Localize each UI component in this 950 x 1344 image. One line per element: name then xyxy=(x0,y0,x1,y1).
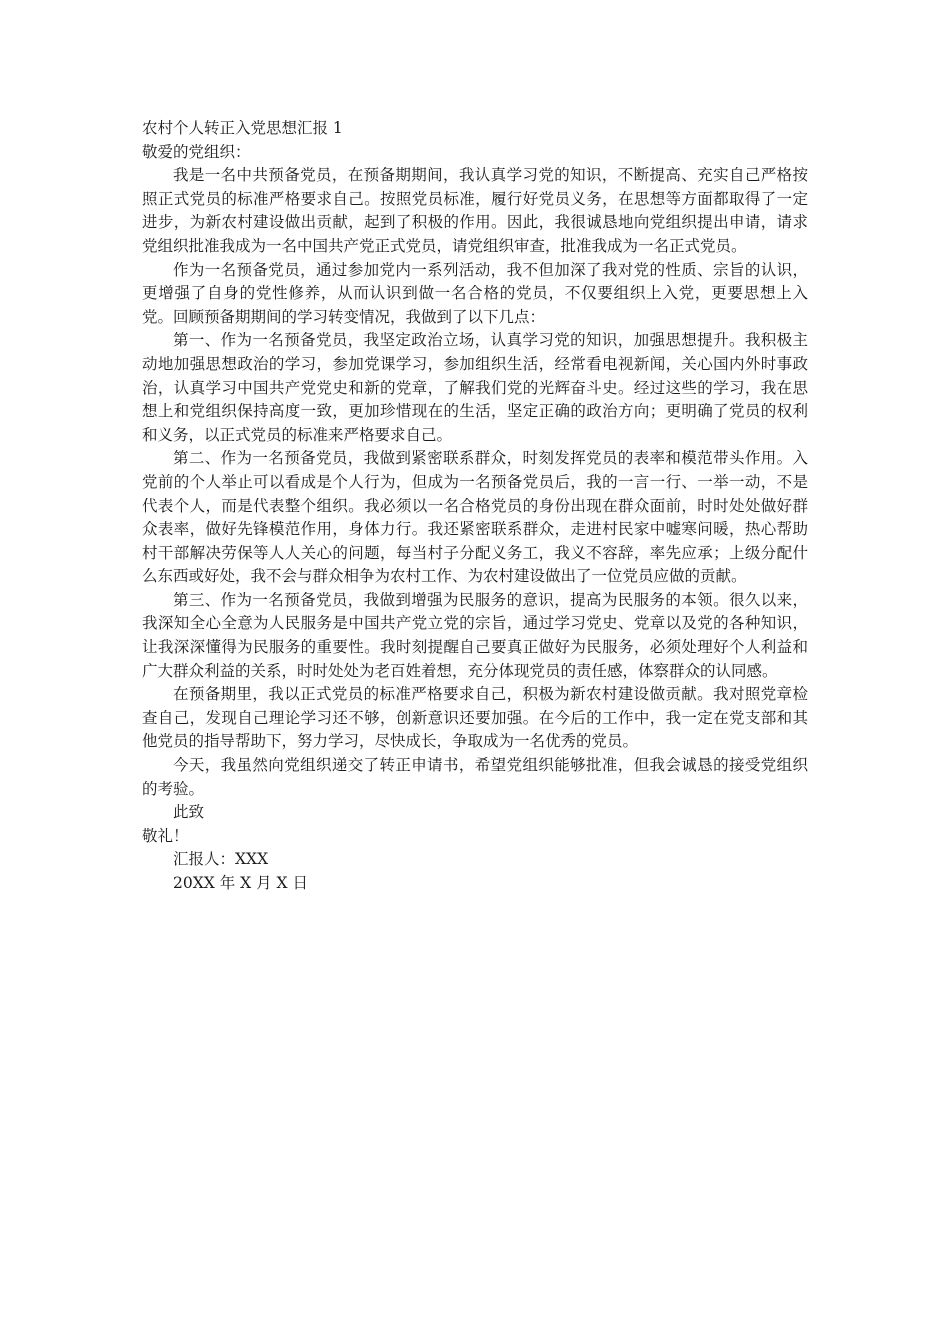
report-date: 20XX 年 X 月 X 日 xyxy=(173,874,308,892)
salutation: 敬爱的党组织： xyxy=(142,142,251,161)
regards: 敬礼！ xyxy=(142,826,189,845)
paragraph: 我是一名中共预备党员，在预备期期间，我认真学习党的知识，不断提高、充实自己严格按照正式党员的标准严格要求自己。按照党员标准，履行好党员义务，在思想等方面都取得了一定进步，为新农村建设做出贡献，起到了积极的作用。因此，我很诚恳地向党组织提出申请，请求党组织批准我成为一名中国共产党正式党员，请党组织审查，批准我成为一名正式党员。 xyxy=(142,166,808,255)
paragraph: 在预备期里，我以正式党员的标准严格要求自己，积极为新农村建设做贡献。我对照党章检查自己，发现自己理论学习还不够，创新意识还要加强。在今后的工作中，我一定在党支部和其他党员的指导帮助下，努力学习，尽快成长，争取成为一名优秀的党员。 xyxy=(142,685,808,751)
paragraph: 第二、作为一名预备党员，我做到紧密联系群众，时刻发挥党员的表率和模范带头作用。入党前的个人举止可以看成是个人行为，但成为一名预备党员后，我的一言一行、一举一动，不是代表个人，而是代表整个组织。我必须以一名合格党员的身份出现在群众面前，时时处处做好群众表率，做好先锋模范作用，身体力行。我还紧密联系群众，走进村民家中嘘寒问暖，热心帮助村干部解决劳保等人人关心的问题，每当村子分配义务工，我义不容辞，率先应承；上级分配什么东西或好处，我不会与群众相争为农村工作、为农村建设做出了一位党员应做的贡献。 xyxy=(142,449,808,586)
paragraph: 作为一名预备党员，通过参加党内一系列活动，我不但加深了我对党的性质、宗旨的认识，更增强了自身的党性修养，从而认识到做一名合格的党员，不仅要组织上入党，更要思想上入党。回顾预备期期间的学习转变情况，我做到了以下几点： xyxy=(142,260,808,326)
paragraph: 第三、作为一名预备党员，我做到增强为民服务的意识，提高为民服务的本领。很久以来，我深知全心全意为人民服务是中国共产党立党的宗旨，通过学习党史、党章以及党的各种知识，让我深深懂得为民服务的重要性。我时刻提醒自己要真正做好为民服务，必须处理好个人利益和广大群众利益的关系，时时处处为老百姓着想，充分体现党员的责任感，体察群众的认同感。 xyxy=(142,590,808,680)
document-title: 农村个人转正入党思想汇报 1 xyxy=(142,119,343,137)
paragraph: 第一、作为一名预备党员，我坚定政治立场，认真学习党的知识，加强思想提升。我积极主动地加强思想政治的学习，参加党课学习，参加组织生活，经常看电视新闻，关心国内外时事政治，认真学习中国共产党党史和新的党章，了解我们党的光辉奋斗史。经过这些的学习，我在思想上和党组织保持高度一致，更加珍惜现在的生活，坚定正确的政治方向；更明确了党员的权利和义务，以正式党员的标准来严格要求自己。 xyxy=(142,331,808,444)
reporter-signature: 汇报人：XXX xyxy=(173,850,269,869)
paragraph: 今天，我虽然向党组织递交了转正申请书，希望党组织能够批准，但我会诚恳的接受党组织的考验。 xyxy=(142,756,808,798)
document-body xyxy=(142,117,808,896)
closing-phrase: 此致 xyxy=(173,803,205,822)
